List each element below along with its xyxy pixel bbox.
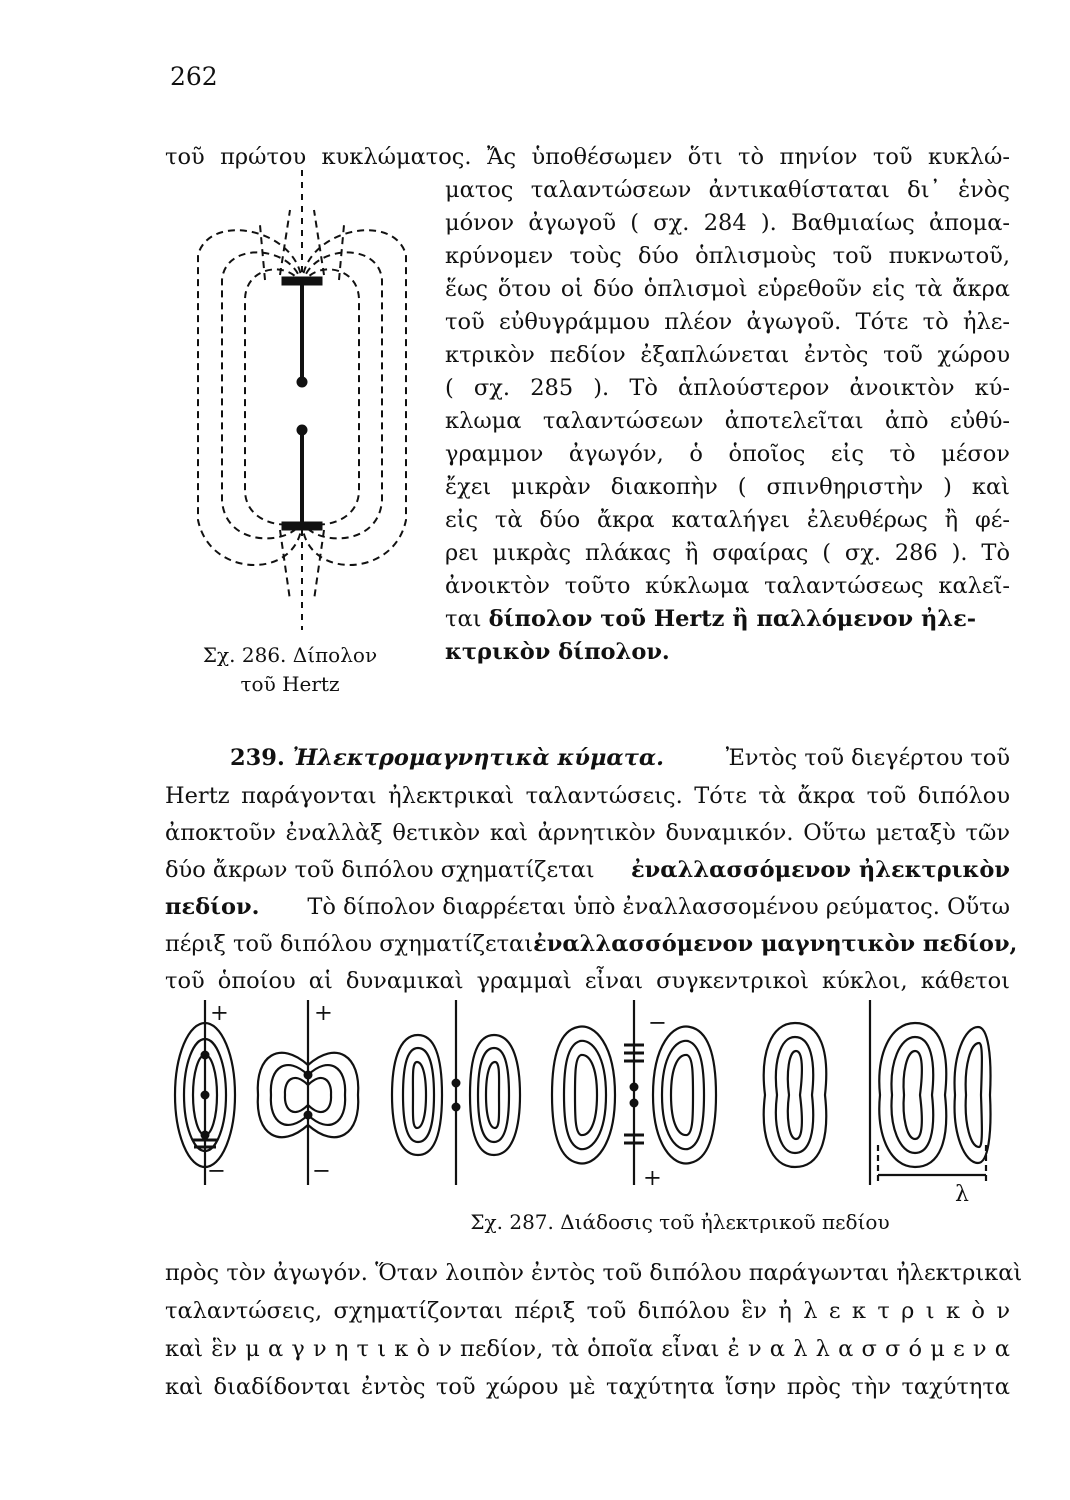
wavelength-label: λ	[955, 1182, 969, 1207]
paragraph-line: Hertz παράγονται ἠλεκτρικαὶ ταλαντώσεις. Τότε τὰ ἄκρα τοῦ διπόλου	[165, 783, 1010, 809]
paragraph-line: ἕως ὅτου οἱ δύο ὁπλισμοὶ εὑρεθοῦν εἰς τὰ ἄκρα	[445, 276, 1010, 302]
paragraph-line: καὶ ἓν μ α γ ν η τ ι κ ὸ ν πεδίον, τὰ ὁποῖα εἶναι ἐ ν α λ λ α σ σ ό μ ε ν α	[165, 1336, 1010, 1362]
paragraph-line: τοῦ ὁποίου αἱ δυναμικαὶ γραμμαὶ εἶναι συγκεντρικοὶ κύκλοι, κάθετοι	[165, 968, 1010, 994]
paragraph-line: κτρικὸν πεδίον ἐξαπλώνεται ἐντὸς τοῦ χώρου	[445, 342, 1010, 368]
section-number: 239.	[230, 745, 293, 771]
caption-line: τοῦ Hertz	[240, 672, 340, 696]
paragraph-line: εἰς τὰ δύο ἄκρα καταλήγει ἐλευθέρως ἢ φέ-	[445, 507, 1010, 533]
fig286-dipole-diagram	[190, 170, 420, 640]
paragraph-line: ἀποκτοῦν ἐναλλὰξ θετικὸν καὶ ἀρνητικὸν δυναμικόν. Οὕτω μεταξὺ τῶν	[165, 820, 1010, 846]
line-text: δύο ἄκρων τοῦ διπόλου σχηματίζεται	[165, 857, 595, 883]
plus-sign-label: +	[210, 1000, 229, 1026]
paragraph-line: μόνον ἀγωγοῦ ( σχ. 284 ). Βαθμιαίως ἀπομα-	[445, 210, 1010, 236]
paragraph-line: κλωμα ταλαντώσεων ἀποτελεῖται ἀπὸ εὐθύ-	[445, 408, 1010, 434]
paragraph-line: πρὸς τὸν ἀγωγόν. Ὅταν λοιπὸν ἐντὸς τοῦ διπόλου παράγωνται ἠλεκτρικαὶ	[165, 1260, 1023, 1286]
bold-term: πεδίον.	[165, 894, 260, 920]
fig286-caption	[180, 641, 400, 699]
paragraph-line	[165, 894, 1010, 920]
paragraph-line: ( σχ. 285 ). Τὸ ἁπλούστερον ἀνοικτὸν κύ-	[445, 375, 1010, 401]
paragraph-line: ταλαντώσεις, σχηματίζονται πέριξ τοῦ διπόλου ἓν ἠ λ ε κ τ ρ ι κ ὸ ν	[165, 1298, 1010, 1324]
paragraph-line: κρύνομεν τοὺς δύο ὁπλισμοὺς τοῦ πυκνωτοῦ,	[445, 243, 1010, 269]
paragraph-line: ἀνοικτὸν τοῦτο κύκλωμα ταλαντώσεως καλεῖ-	[445, 573, 1010, 599]
fig287-field-propagation-diagram	[170, 995, 1010, 1200]
minus-sign-label: −	[648, 1010, 667, 1036]
minus-sign-label: −	[312, 1158, 331, 1184]
paragraph-line: καὶ διαδίδονται ἐντὸς τοῦ χώρου μὲ ταχύτητα ἴσην πρὸς τὴν ταχύτητα	[165, 1374, 1010, 1400]
fig287-caption: Σχ. 287. Διάδοσις τοῦ ἠλεκτρικοῦ πεδίου	[470, 1210, 890, 1234]
paragraph-line	[165, 931, 1018, 957]
paragraph-line	[445, 606, 976, 632]
minus-sign-label: −	[207, 1158, 226, 1184]
paragraph-line: ἔχει μικρὰν διακοπὴν ( σπινθηριστὴν ) καὶ	[445, 474, 1010, 500]
bold-term: δίπολον τοῦ Hertz ἢ παλλόμενον ἠλε-	[488, 606, 977, 632]
line-text: ται	[445, 606, 482, 632]
plus-sign-label: +	[643, 1165, 662, 1191]
line-text: Τὸ δίπολον διαρρέεται ὑπὸ ἐναλλασσομένου ρεύματος. Οὕτω	[307, 894, 1010, 920]
paragraph-line	[165, 857, 1010, 883]
paragraph-line: γραμμον ἀγωγόν, ὁ ὁποῖος εἰς τὸ μέσον	[445, 441, 1010, 467]
caption-line: Σχ. 286. Δίπολον	[202, 643, 378, 667]
paragraph-line: ματος ταλαντώσεων ἀντικαθίσταται δι᾽ ἑνὸς	[445, 177, 1010, 203]
section-heading-line	[230, 745, 1010, 771]
paragraph-line: τοῦ πρώτου κυκλώματος. Ἄς ὑποθέσωμεν ὅτι τὸ πηνίον τοῦ κυκλώ-	[165, 144, 1010, 170]
bold-term: κτρικὸν δίπολον.	[445, 639, 670, 665]
bold-term: ἐναλλασσόμενον ἠλεκτρικὸν	[630, 857, 1010, 883]
paragraph-line: τοῦ εὐθυγράμμου πλέον ἀγωγοῦ. Τότε τὸ ἠλε-	[445, 309, 1010, 335]
line-text: Ἐντὸς τοῦ διεγέρτου τοῦ	[725, 745, 1010, 771]
page-number: 262	[170, 62, 218, 91]
plus-sign-label: +	[314, 1000, 333, 1026]
section-title: Ἠλεκτρομαγνητικὰ κύματα.	[292, 745, 665, 771]
paragraph-line: ρει μικρὰς πλάκας ἢ σφαίρας ( σχ. 286 ). Τὸ	[445, 540, 1010, 566]
line-text: πέριξ τοῦ διπόλου σχηματίζεται	[165, 931, 534, 957]
bold-term: ἐναλλασσόμενον μαγνητικὸν πεδίον,	[533, 931, 1018, 957]
